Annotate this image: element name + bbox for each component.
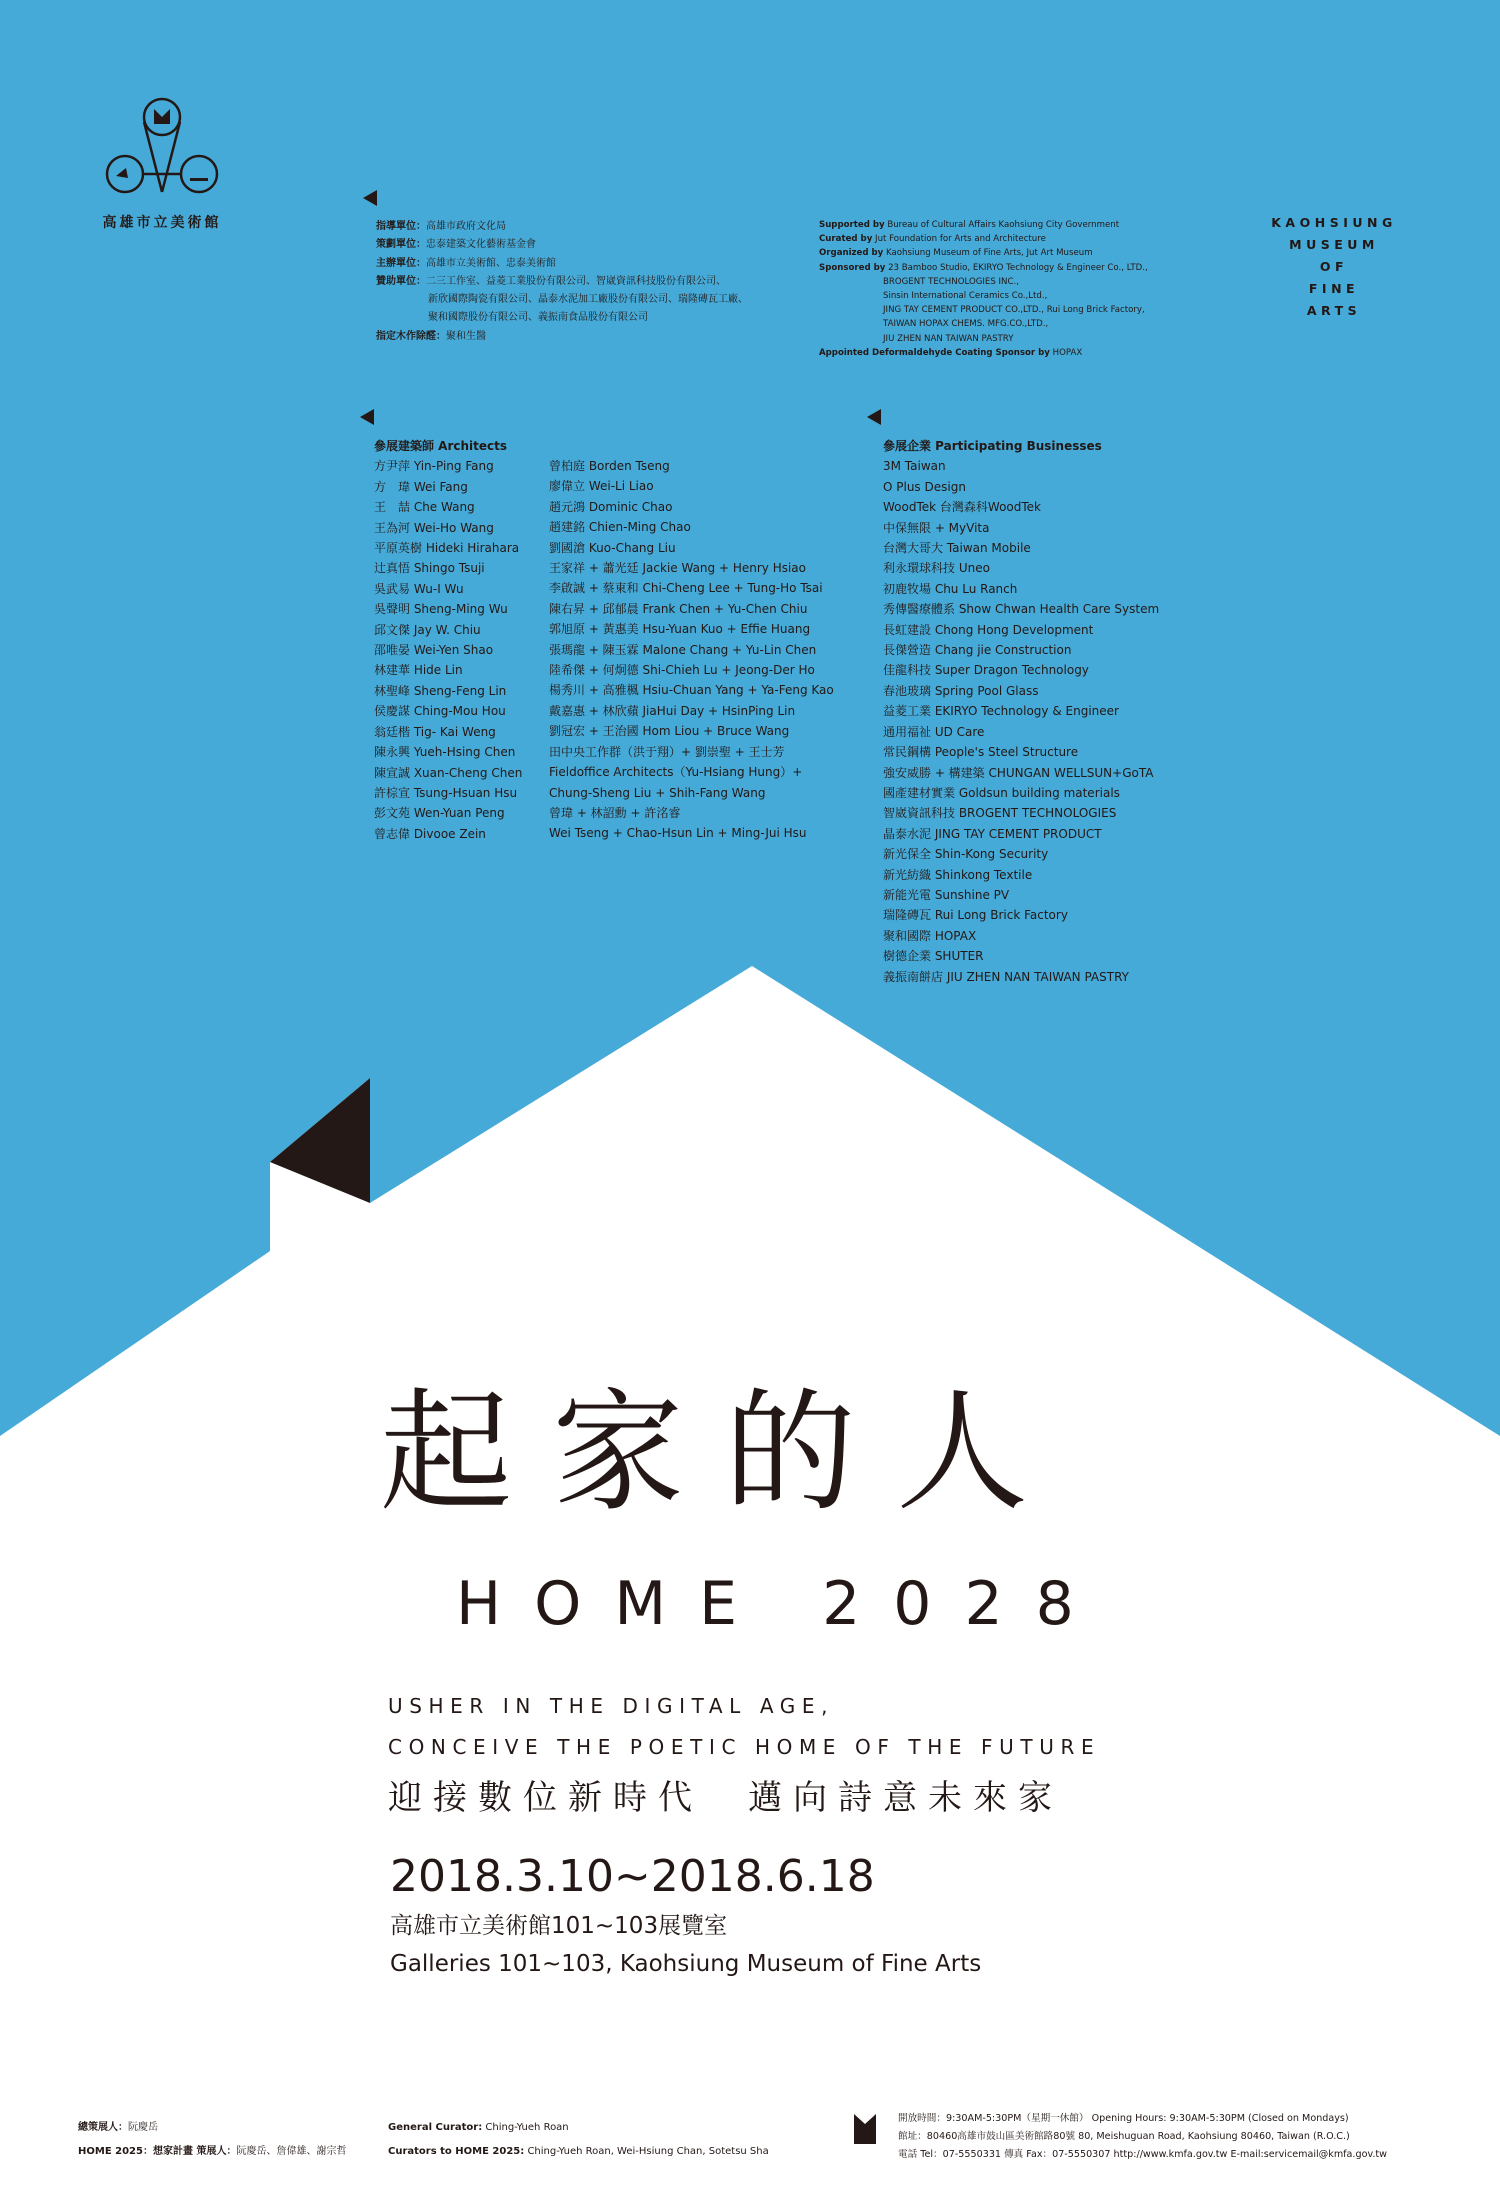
list-item: 翁廷楷 Tig- Kai Weng [374,724,496,739]
footer-line [78,2140,346,2164]
footer-museum-info [898,2110,1387,2164]
list-item: 曾志偉 Divooe Zein [374,826,486,841]
list-item: 戴嘉惠 + 林欣蘋 JiaHui Day + HsinPing Lin [549,703,796,718]
list-item: 王為河 Wei-Ho Wang [374,520,494,535]
footer-label: 總策展人： [78,2122,128,2133]
list-item: 國產建材實業 Goldsun building materials [883,785,1120,800]
list-item: 瑞隆磚瓦 Rui Long Brick Factory [883,908,1068,923]
credit-label: Appointed Deformaldehyde Coating Sponsor by [819,347,1050,358]
list-item: 楊秀川 + 高雅楓 Hsiu-Chuan Yang + Ya-Feng Kao [549,683,834,698]
museum-address: 館址：80460高雄市鼓山區美術館路80號 80, Meishuguan Road, Kaohsiung 80460, Taiwan (R.O.C.) [898,2131,1350,2142]
kmfa-logo-icon [96,92,228,202]
footer-value: 阮慶岳、詹偉雄、謝宗哲 [236,2146,347,2157]
list-item: 常民鋼構 People's Steel Structure [883,745,1079,760]
list-item: 侯慶謀 Ching-Mou Hou [374,704,506,719]
footer-value: Ching-Yueh Roan [485,2122,569,2133]
opening-hours: 開放時間：9:30AM-5:30PM（星期一休館） Opening Hours: 9:30AM-5:30PM (Closed on Mondays) [898,2113,1349,2124]
credit-row [819,261,1148,275]
businesses-heading: 參展企業 Participating Businesses [883,439,1102,453]
list-item: 佳龍科技 Super Dragon Technology [883,663,1089,678]
list-item: 益菱工業 EKIRYO Technology & Engineer [883,704,1119,719]
list-item: 長虹建設 Chong Hong Development [883,622,1094,637]
list-item: Chung-Sheng Liu + Shih-Fang Wang [549,785,766,800]
credit-row [376,236,748,254]
credit-row [376,328,748,346]
list-item: O Plus Design [883,479,966,494]
exhibition-dates: 2018.3.10~2018.6.18 [390,1851,875,1902]
tagline-zh: 迎接數位新時代 邁向詩意未來家 [388,1778,1063,1818]
credit-label: 指導單位： [376,221,426,232]
list-item: 吳聲明 Sheng-Ming Wu [374,602,508,617]
architects-list [374,436,522,844]
section-arrow-icon [360,409,374,425]
list-item: 陳永興 Yueh-Hsing Chen [374,745,516,760]
footer-line [388,2140,769,2164]
credit-row: JIU ZHEN NAN TAIWAN PASTRY [883,333,1014,344]
credit-row [376,273,748,291]
architects-heading: 參展建築師 Architects [374,439,508,453]
list-item: 林聖峰 Sheng-Feng Lin [374,683,507,698]
list-item: 春池玻璃 Spring Pool Glass [883,683,1039,698]
credit-row [376,218,748,236]
credit-label: Curated by [819,234,873,245]
list-item: 邱文傑 Jay W. Chiu [374,622,481,637]
credit-row [376,255,748,273]
credit-value: 二三工作室、益菱工業股份有限公司、智崴資訊科技股份有限公司、 [426,275,726,287]
credit-value: Bureau of Cultural Affairs Kaohsiung City Government [887,220,1120,230]
list-item: 智崴資訊科技 BROGENT TECHNOLOGIES [883,806,1117,821]
credit-value: 忠泰建築文化藝術基金會 [426,239,536,251]
list-item: 郭旭原 + 黃惠美 Hsu-Yuan Kuo + Effie Huang [549,622,811,637]
list-item: 陸希傑 + 何炯德 Shi-Chieh Lu + Jeong-Der Ho [549,663,815,678]
footer-label: General Curator: [388,2122,483,2133]
list-item: 吳武易 Wu-I Wu [374,581,464,596]
credit-row [819,246,1148,260]
kmfa-line: FINE [1308,281,1360,296]
list-item: 林建華 Hide Lin [374,663,463,678]
list-item: 長傑營造 Chang jie Construction [883,643,1072,658]
footer-label: HOME 2025：想家計畫 策展人： [78,2146,237,2157]
exhibition-title-en: HOME 2028 [456,1569,1107,1639]
credit-label: Organized by [819,248,884,259]
list-item: 樹德企業 SHUTER [883,949,984,964]
list-item: WoodTek 台灣森科WoodTek [883,500,1041,515]
list-item: 王 喆 Che Wang [374,500,475,515]
list-item: 方 瑋 Wei Fang [374,479,468,494]
list-item: 強安威勝 + 構建築 CHUNGAN WELLSUN+GoTA [883,765,1154,780]
tagline-en-line: CONCEIVE THE POETIC HOME OF THE FUTURE [388,1735,1101,1759]
list-item: 陳右昇 + 邱郁晨 Frank Chen + Yu-Chen Chiu [549,601,808,616]
tagline-en [388,1686,1100,1768]
credit-row [376,309,748,327]
list-item: 義振南餅店 JIU ZHEN NAN TAIWAN PASTRY [883,969,1129,984]
credit-label: 贊助單位： [376,275,426,287]
credit-row [819,232,1148,246]
architects-column-1 [374,456,522,844]
credit-row [819,218,1148,232]
museum-contact: 電話 Tel：07-5550331 傳真 Fax：07-5550307 http://www.kmfa.gov.tw E-mail:servicemail@kmfa.gov.tw [898,2149,1388,2160]
footer-value: 阮慶岳 [128,2122,158,2133]
footer-curators-zh [78,2116,346,2164]
footer-curators-en [388,2116,769,2164]
museum-logo [96,92,228,232]
kmfa-line: ARTS [1306,303,1362,318]
list-item: 劉國滄 Kuo-Chang Liu [549,540,676,555]
credit-label: 策劃單位： [376,239,426,251]
section-arrow-icon [363,190,377,206]
list-item: Wei Tseng + Chao-Hsun Lin + Ming-Jui Hsu [549,826,807,841]
list-item: 初鹿牧場 Chu Lu Ranch [883,581,1018,596]
list-item: 曾柏庭 Borden Tseng [549,459,670,473]
list-item: 曾瑋 + 林詔勳 + 許洺睿 [549,805,681,820]
list-item: 彭文苑 Wen-Yuan Peng [374,806,505,821]
credit-label: Sponsored by [819,262,886,273]
list-item: 利永環球科技 Uneo [883,561,990,576]
footer-label: Curators to HOME 2025: [388,2146,525,2157]
list-item: 新能光電 Sunshine PV [883,887,1010,902]
exhibition-title-zh: 起家的人 [380,1376,1068,1530]
architects-column-2 [549,456,834,844]
list-item: 通用福祉 UD Care [883,724,985,739]
credits-en [819,218,1148,360]
list-item: 李啟誠 + 蔡東和 Chi-Cheng Lee + Tung-Ho Tsai [549,581,823,596]
credit-value: 聚和國際股份有限公司、義振南食品股份有限公司 [428,312,648,324]
list-item: 邵唯晏 Wei-Yen Shao [374,643,494,658]
list-item: 3M Taiwan [883,459,946,474]
list-item: 秀傳醫療體系 Show Chwan Health Care System [883,602,1160,617]
list-item: 許棕宣 Tsung-Hsuan Hsu [374,785,518,800]
list-item: 平原英樹 Hideki Hirahara [374,541,520,556]
credit-value: 23 Bamboo Studio, EKIRYO Technology & Engineer Co., LTD., [888,262,1148,273]
list-item: 趙元鴻 Dominic Chao [549,499,673,514]
venue-en: Galleries 101~103, Kaohsiung Museum of Fine Arts [390,1951,982,1977]
list-item: 新光紡織 Shinkong Textile [883,867,1033,882]
list-item: 劉冠宏 + 王治國 Hom Liou + Bruce Wang [549,724,790,739]
credit-value: 高雄市立美術館、忠泰美術館 [426,257,556,269]
list-item: 田中央工作群（洪于翔）+ 劉崇聖 + 王士芳 [549,744,785,759]
credit-value: 新欣國際陶瓷有限公司、晶泰水泥加工廠股份有限公司、瑞隆磚瓦工廠、 [428,294,748,306]
list-item: Fieldoffice Architects（Yu-Hsiang Hung）+ [549,765,803,780]
businesses-list [883,436,1159,987]
kmfa-line: MUSEUM [1289,237,1379,252]
credit-value: Kaohsiung Museum of Fine Arts, Jut Art Museum [886,248,1093,259]
kmfa-line: OF [1319,259,1349,274]
credits-zh [376,218,748,346]
credit-value: Jut Foundation for Arts and Architecture [875,234,1046,245]
list-item: 台灣大哥大 Taiwan Mobile [883,541,1031,556]
credit-label: Supported by [819,220,885,230]
section-arrow-icon [867,409,881,425]
credit-row: TAIWAN HOPAX CHEMS. MFG.CO.,LTD., [883,319,1049,330]
credit-row: BROGENT TECHNOLOGIES INC., [883,276,1019,287]
tagline-en-line: USHER IN THE DIGITAL AGE, [388,1694,835,1718]
footer-line [388,2116,769,2140]
list-item: 方尹萍 Yin-Ping Fang [374,459,494,474]
list-item: 王家祥 + 蕭光廷 Jackie Wang + Henry Hsiao [549,561,806,576]
list-item: 陳宣誠 Xuan-Cheng Chen [374,765,523,780]
footer-line [78,2116,346,2140]
venue-zh: 高雄市立美術館101~103展覽室 [390,1913,728,1939]
list-item: 中保無限 + MyVita [883,520,990,535]
list-item: 廖偉立 Wei-Li Liao [549,479,654,494]
list-item: 晶泰水泥 JING TAY CEMENT PRODUCT [883,826,1102,841]
credit-row: Sinsin International Ceramics Co.,Ltd., [883,291,1048,302]
list-item: 新光保全 Shin-Kong Security [883,847,1049,862]
list-item: 聚和國際 HOPAX [883,928,977,943]
kmfa-line: KAOHSIUNG [1271,215,1397,230]
credit-value: 高雄市政府文化局 [426,221,506,232]
credit-row [819,346,1148,360]
credit-row [376,291,748,309]
footer-value: Ching-Yueh Roan, Wei-Hsiung Chan, Sotetsu Sha [527,2146,769,2157]
credit-value: HOPAX [1052,347,1083,358]
list-item: 辻真悟 Shingo Tsuji [374,561,485,576]
list-item: 張瑪龍 + 陳玉霖 Malone Chang + Yu-Lin Chen [549,642,817,657]
credit-value: 聚和生醫 [446,330,486,342]
credit-row: JING TAY CEMENT PRODUCT CO.,LTD., Rui Long Brick Factory, [883,305,1145,316]
businesses-column [883,456,1159,987]
credit-label: 指定木作除醛： [376,330,446,342]
credit-label: 主辦單位： [376,257,426,269]
list-item: 趙建銘 Chien-Ming Chao [549,520,691,535]
museum-name: 高雄市立美術館 [102,215,222,231]
kmfa-wordmark [1252,212,1416,322]
kmfa-mark-icon [854,2114,876,2144]
